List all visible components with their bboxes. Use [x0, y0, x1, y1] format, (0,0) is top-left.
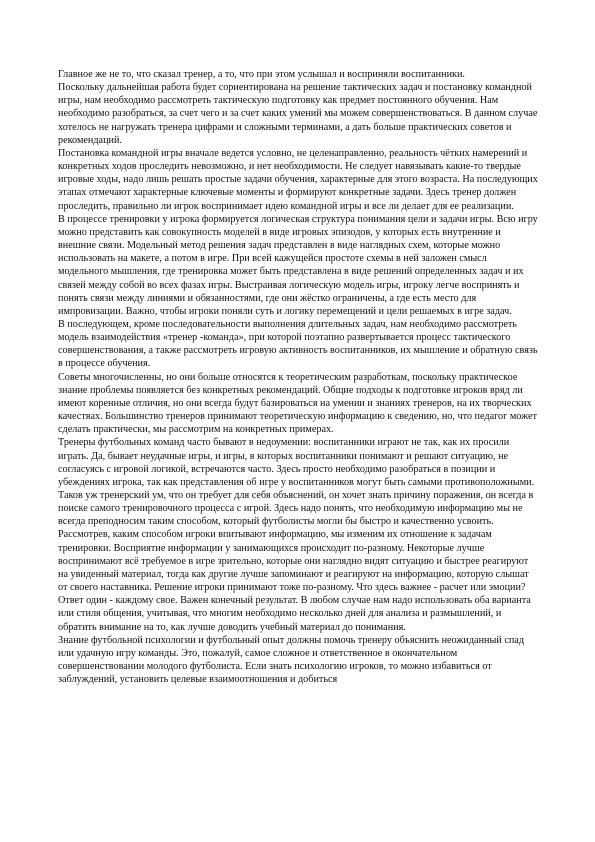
paragraph-8: Знание футбольной психологии и футбольный опыт должны помочь тренеру объяснить неожиданный спад или удачную игру команды. Это, пожалуй, самое сложное и ответственное в окончательном совершенствовании молодого футболиста. Если знать психологию игроков, то можно избавиться от заблуждений, установить целевые взаимоотношения и добиться: [58, 634, 525, 686]
paragraph-4: В процессе тренировки у игрока формируется логическая структура понимания цели и задачи игры. Всю игру можно представить как совокупность моделей в виде игровых эпизодов, у которых есть внутренние и внешние связи. Модельный метод решения задач представлен в виде наглядных схем, которые можно использовать на макете, а потом в игре. При всей кажущейся простоте схемы в ней заложен смысл модельного мышления, где тренировка может быть представлена в виде решений определенных задач и их связей между собой во всех фазах игры. Выстраивая логическую модель игры, игроку легче воспринять и понять связи между линиями и обязанностями, где они жёстко ограничены, а где есть место для импровизации. Важно, чтобы игроки поняли суть и логику перемещений и цели решаемых в игре задач.: [58, 213, 538, 317]
paragraph-5: В последующем, кроме последовательности выполнения длительных задач, нам необходимо рассмотреть модель взаимодействия «тренер -команда», при которой поэтапно развертывается процесс тактического совершенствования, а также рассмотреть игровую активность воспитанников, их мышление и обратную связь в процессе обучения.: [58, 318, 538, 370]
paragraph-7: Тренеры футбольных команд часто бывают в недоумении: воспитанники играют не так, как их просили играть. Да, бывает неудачные игры, и игры, в которых воспитанники понимают и решают ситуацию, не согласуясь с игровой логикой, встречаются часто. Здесь просто необходимо разобраться в позиции и убеждениях игрока, так как представления об игре у воспитанников могут быть самыми противоположными. Таков уж тренерский ум, что он требует для себя объяснений, он хочет знать причину поражения, он всегда в поиске самого тренировочного процесса с игрой. Здесь надо понять, что необходимую информацию мы не всегда преподносим таким способом, который футболисты могли бы быстро и качественно усвоить. Рассмотрев, каким способом игроки впитывают информацию, мы изменим их отношение к задачам тренировки. Восприятие информации у занимающихся происходит по-разному. Некоторые лучше воспринимают всё требуемое в игре зрительно, которые они наглядно видят ситуацию и быстрее реагируют на увиденный материал, тогда как другие лучше запоминают и реагируют на информацию, которую слышат от своего наставника. Решение игроки принимают тоже по-разному. Что здесь важнее - расчет или эмоции? Ответ один - каждому свое. Важен конечный результат. В любом случае нам надо использовать оба варианта или стиля общения, учитывая, что многим необходимо несколько дней для анализа и размышлений, и обратить внимание на то, как лучше доводить учебный материал до понимания.: [58, 437, 535, 633]
paragraph-6: Советы многочисленны, но они больше относятся к теоретическим разработкам, поскольку практическое знание проблемы появляется без конкретных рекомендаций. Общие подходы к подготовке игроков вряд ли имеют коренные отличия, но они всегда будут базироваться на умении и знаниях тренеров, на их творческих качествах. Большинство тренеров принимают теоретическую информацию к сведению, но, что педагог может сделать практически, мы рассмотрим на конкретных примерах.: [58, 371, 537, 436]
paragraph-3: Постановка командной игры вначале ведется условно, не целенаправленно, реальность чётких намерений и конкретных ходов проследить невозможно, и нет необходимости. Не следует навязывать какие-то твердые игровые ходы, надо лишь решать простые задачи обучения, характерные для этого возраста. На последующих этапах отмечают характерные ключевые моменты и формируют конкретные задачи. Здесь тренер должен проследить, правильно ли игрок воспринимает идею командной игры и все ли делает для ее реализации.: [58, 147, 538, 212]
document-page: [58, 68, 538, 686]
paragraph-2: Поскольку дальнейшая работа будет сориентирована на решение тактических задач и постановку командной игры, нам необходимо рассмотреть тактическую подготовку как предмет постоянного обучения. Нам необходимо разобраться, за счет чего и за счет каких умений мы можем совершенствоваться. В данном случае хотелось не нагружать тренера цифрами и сложными терминами, а дать больше практических советов и рекомендаций.: [58, 82, 538, 146]
paragraph-1: Главное же не то, что сказал тренер, а то, что при этом услышал и восприняли воспитанники.: [58, 69, 465, 80]
